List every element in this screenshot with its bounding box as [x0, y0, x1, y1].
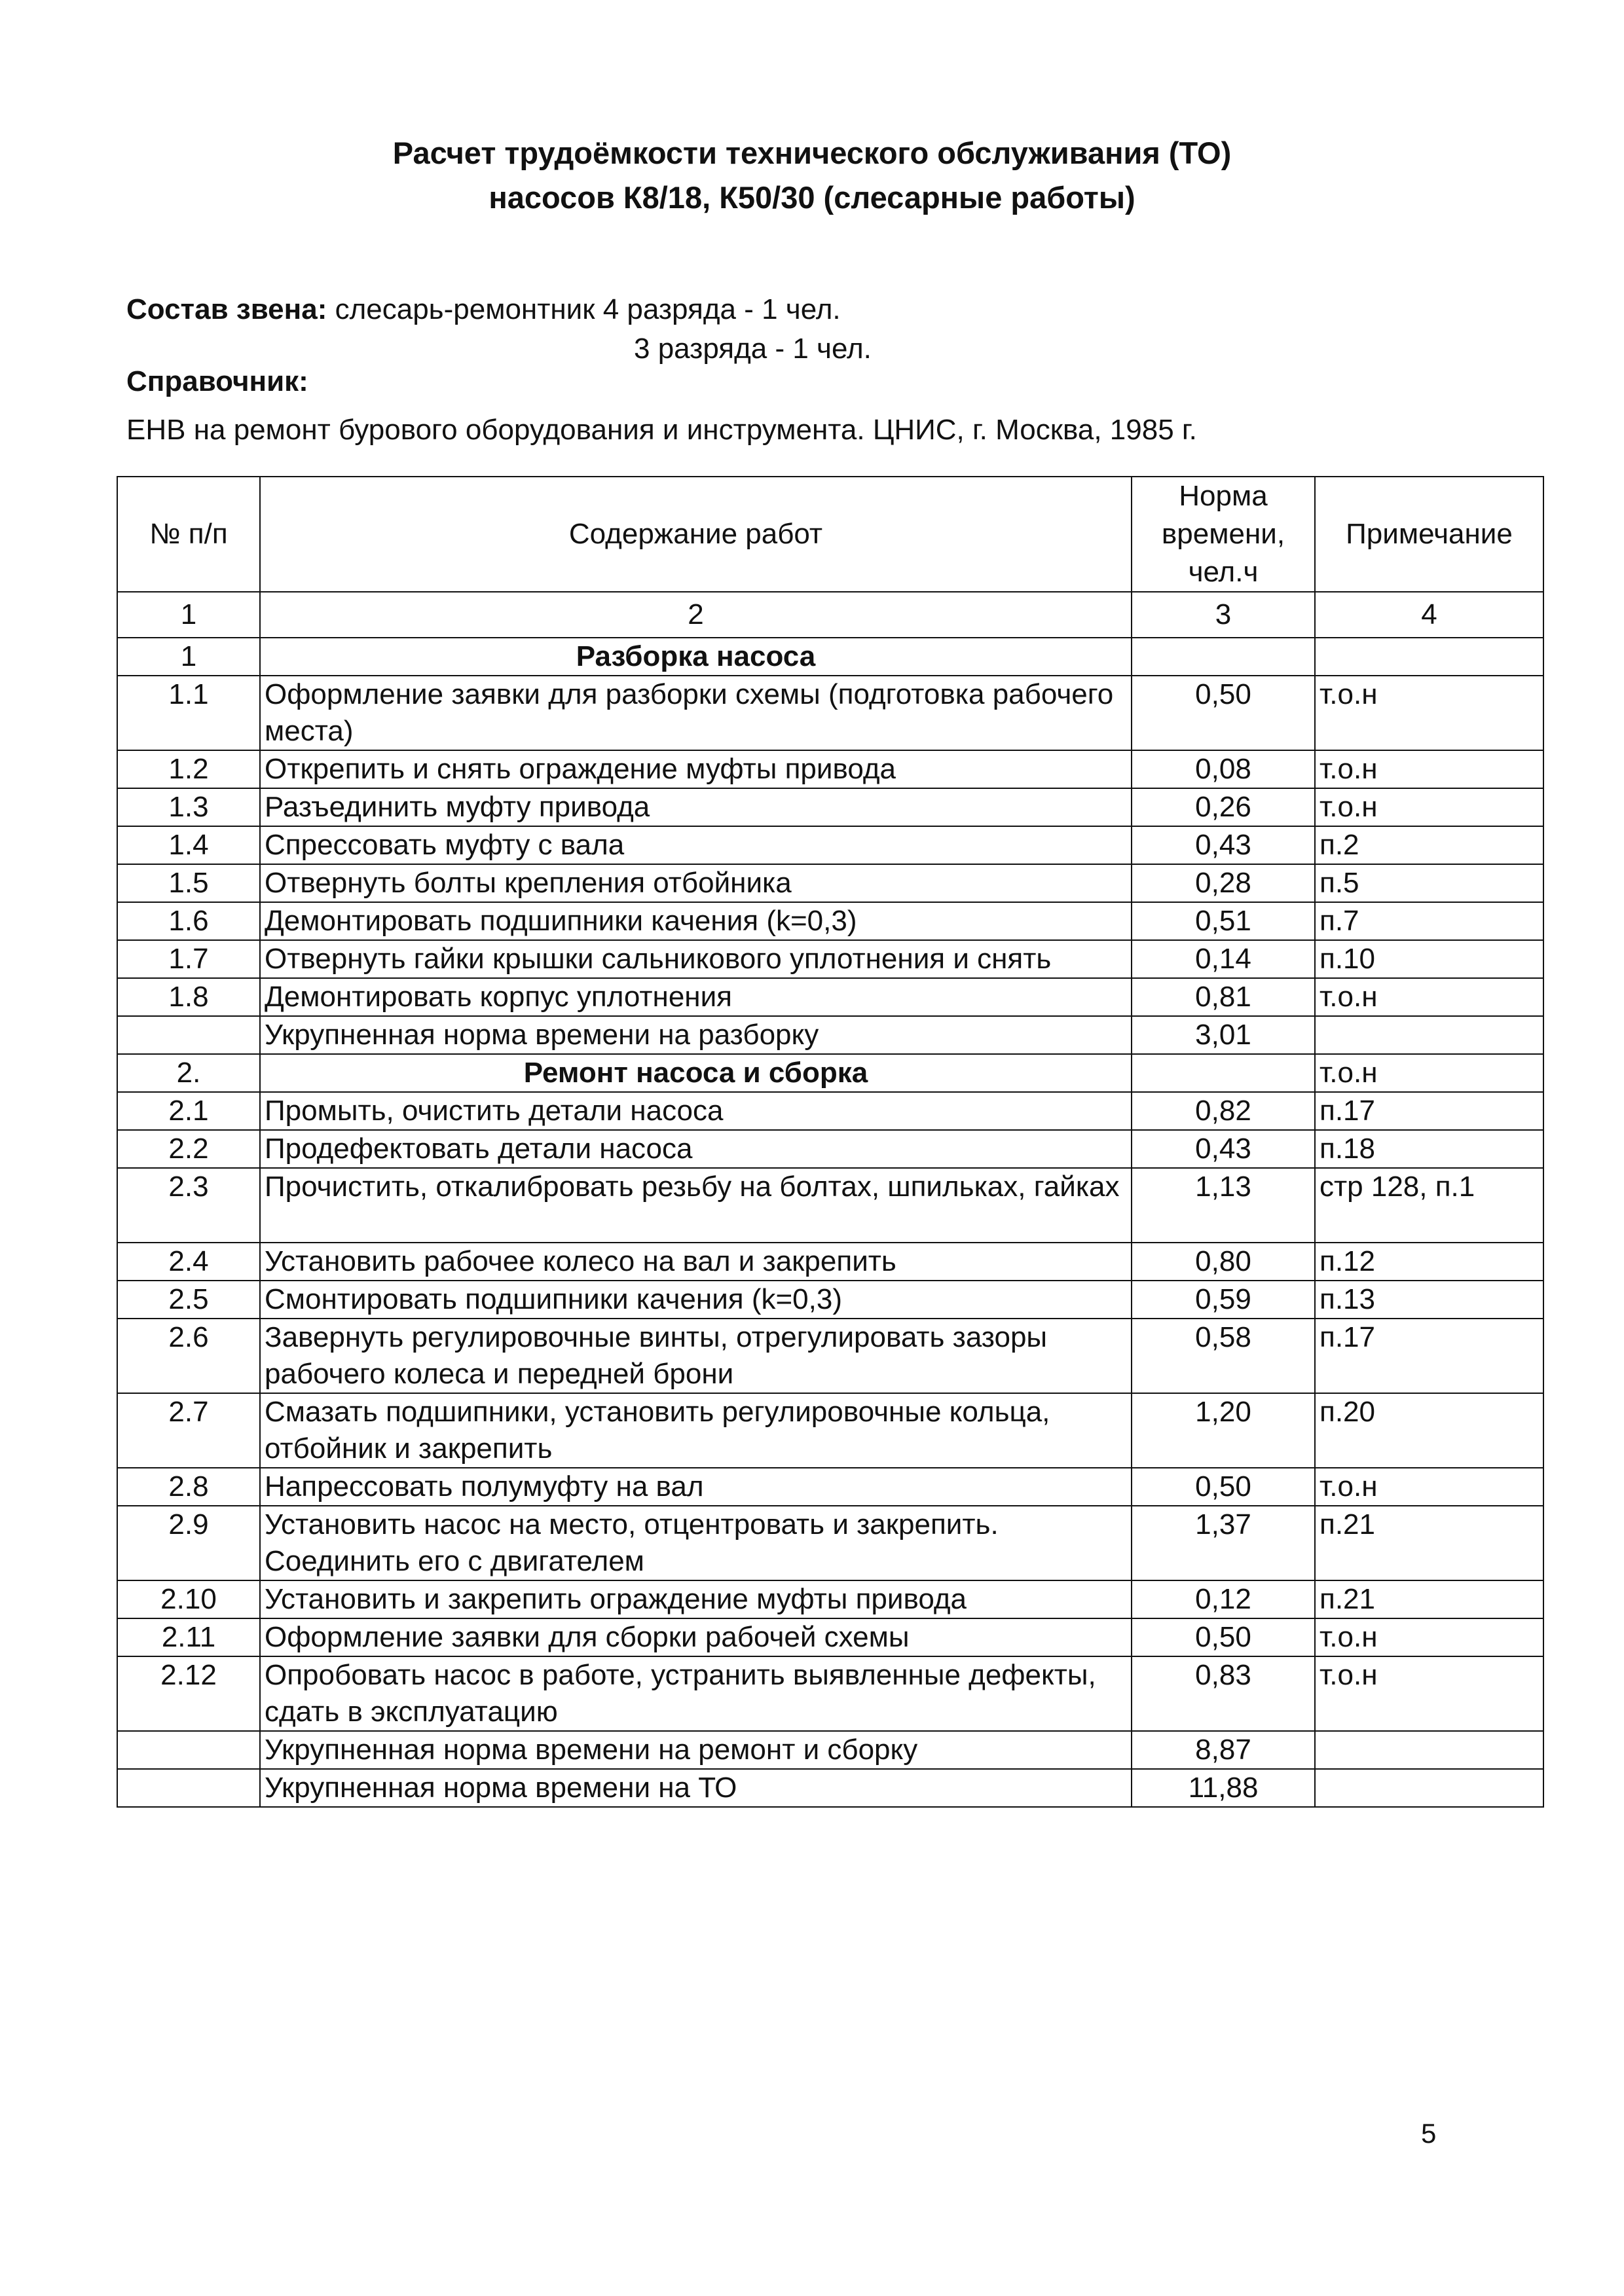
table-row: [117, 750, 1543, 788]
row-note-cell: т.о.н: [1315, 1468, 1543, 1506]
row-norm-cell: 8,87: [1132, 1731, 1315, 1769]
row-note-cell: т.о.н: [1315, 750, 1543, 788]
column-number: 4: [1315, 592, 1543, 638]
row-content-cell: Опробовать насос в работе, устранить выявленные дефекты, сдать в эксплуатацию: [260, 1656, 1132, 1731]
table-row: [117, 1506, 1543, 1580]
row-num-cell: 1.4: [117, 826, 260, 864]
table-row: [117, 788, 1543, 826]
table-row: [117, 864, 1543, 902]
row-num-cell: 1.1: [117, 676, 260, 750]
table-row: [117, 1243, 1543, 1281]
row-content-cell: Установить и закрепить ограждение муфты привода: [260, 1580, 1132, 1618]
row-content-cell: Открепить и снять ограждение муфты привода: [260, 750, 1132, 788]
row-norm-cell: 0,51: [1132, 902, 1315, 940]
table-row: [117, 1054, 1543, 1092]
row-num-cell: 1.8: [117, 978, 260, 1016]
row-num-cell: 2.12: [117, 1656, 260, 1731]
row-content-cell: Разъединить муфту привода: [260, 788, 1132, 826]
row-norm-cell: 0,83: [1132, 1656, 1315, 1731]
row-num-cell: 2.7: [117, 1393, 260, 1468]
title-line-1: Расчет трудоёмкости технического обслуживания (ТО): [392, 136, 1232, 170]
row-content-cell: Демонтировать подшипники качения (k=0,3): [260, 902, 1132, 940]
row-content-cell: Промыть, очистить детали насоса: [260, 1092, 1132, 1130]
column-number: 1: [117, 592, 260, 638]
crew-line: [126, 293, 841, 326]
row-norm-cell: 0,50: [1132, 1468, 1315, 1506]
row-content-cell: Разборка насоса: [260, 638, 1132, 676]
row-norm-cell: 0,59: [1132, 1281, 1315, 1319]
crew-line-2: 3 разряда - 1 чел.: [634, 333, 872, 365]
row-content-cell: Оформление заявки для сборки рабочей схемы: [260, 1618, 1132, 1656]
row-note-cell: п.17: [1315, 1319, 1543, 1393]
row-content-cell: Завернуть регулировочные винты, отрегулировать зазоры рабочего колеса и передней брони: [260, 1319, 1132, 1393]
row-num-cell: [117, 1769, 260, 1807]
row-num-cell: 2.: [117, 1054, 260, 1092]
table-header-row: [117, 477, 1543, 592]
row-norm-cell: 0,80: [1132, 1243, 1315, 1281]
row-num-cell: 2.10: [117, 1580, 260, 1618]
row-content-cell: Установить насос на место, отцентровать и закрепить. Соединить его с двигателем: [260, 1506, 1132, 1580]
column-number: 2: [260, 592, 1132, 638]
row-norm-cell: [1132, 1054, 1315, 1092]
row-note-cell: стр 128, п.1: [1315, 1168, 1543, 1243]
row-note-cell: п.20: [1315, 1393, 1543, 1468]
row-note-cell: т.о.н: [1315, 788, 1543, 826]
row-num-cell: 2.2: [117, 1130, 260, 1168]
row-note-cell: т.о.н: [1315, 676, 1543, 750]
row-norm-cell: 0,08: [1132, 750, 1315, 788]
row-note-cell: п.2: [1315, 826, 1543, 864]
table-row: [117, 1656, 1543, 1731]
table-row: [117, 676, 1543, 750]
row-norm-cell: 0,14: [1132, 940, 1315, 978]
row-content-cell: Укрупненная норма времени на разборку: [260, 1016, 1132, 1054]
row-norm-cell: 0,43: [1132, 826, 1315, 864]
row-num-cell: 2.6: [117, 1319, 260, 1393]
row-note-cell: [1315, 1016, 1543, 1054]
table-row: [117, 1618, 1543, 1656]
row-note-cell: т.о.н: [1315, 1656, 1543, 1731]
row-norm-cell: 0,50: [1132, 1618, 1315, 1656]
table-row: [117, 1468, 1543, 1506]
row-norm-cell: 0,12: [1132, 1580, 1315, 1618]
table-row: [117, 1731, 1543, 1769]
row-content-cell: Установить рабочее колесо на вал и закрепить: [260, 1243, 1132, 1281]
table-row: [117, 940, 1543, 978]
row-norm-cell: 1,37: [1132, 1506, 1315, 1580]
row-content-cell: Оформление заявки для разборки схемы (подготовка рабочего места): [260, 676, 1132, 750]
document-title: [0, 131, 1624, 220]
row-num-cell: 2.4: [117, 1243, 260, 1281]
crew-line-1: слесарь-ремонтник 4 разряда - 1 чел.: [335, 293, 841, 325]
table-row: [117, 1393, 1543, 1468]
row-norm-cell: 1,13: [1132, 1168, 1315, 1243]
row-num-cell: 1: [117, 638, 260, 676]
header-num: № п/п: [117, 477, 260, 592]
row-num-cell: 2.3: [117, 1168, 260, 1243]
table-row: [117, 1580, 1543, 1618]
row-content-cell: Смонтировать подшипники качения (k=0,3): [260, 1281, 1132, 1319]
row-num-cell: 1.5: [117, 864, 260, 902]
row-content-cell: Укрупненная норма времени на ремонт и сборку: [260, 1731, 1132, 1769]
row-note-cell: п.21: [1315, 1580, 1543, 1618]
row-content-cell: Продефектовать детали насоса: [260, 1130, 1132, 1168]
row-note-cell: п.12: [1315, 1243, 1543, 1281]
row-num-cell: 1.7: [117, 940, 260, 978]
row-num-cell: 2.9: [117, 1506, 260, 1580]
header-content: Содержание работ: [260, 477, 1132, 592]
row-num-cell: 2.1: [117, 1092, 260, 1130]
row-norm-cell: 0,43: [1132, 1130, 1315, 1168]
row-norm-cell: 3,01: [1132, 1016, 1315, 1054]
row-note-cell: п.5: [1315, 864, 1543, 902]
row-norm-cell: 1,20: [1132, 1393, 1315, 1468]
column-numbers-row: [117, 592, 1543, 638]
table-row: [117, 1319, 1543, 1393]
row-norm-cell: 0,81: [1132, 978, 1315, 1016]
header-norm: Норма времени, чел.ч: [1132, 477, 1315, 592]
table-row: [117, 826, 1543, 864]
table-row: [117, 1769, 1543, 1807]
row-num-cell: 2.8: [117, 1468, 260, 1506]
reference-text: ЕНВ на ремонт бурового оборудования и инструмента. ЦНИС, г. Москва, 1985 г.: [126, 414, 1197, 446]
row-norm-cell: 0,58: [1132, 1319, 1315, 1393]
header-note: Примечание: [1315, 477, 1543, 592]
row-note-cell: п.10: [1315, 940, 1543, 978]
row-content-cell: Прочистить, откалибровать резьбу на болтах, шпильках, гайках: [260, 1168, 1132, 1243]
row-note-cell: [1315, 638, 1543, 676]
row-num-cell: [117, 1731, 260, 1769]
row-note-cell: т.о.н: [1315, 1054, 1543, 1092]
row-note-cell: п.18: [1315, 1130, 1543, 1168]
row-num-cell: 1.3: [117, 788, 260, 826]
row-norm-cell: 0,28: [1132, 864, 1315, 902]
row-norm-cell: 0,50: [1132, 676, 1315, 750]
row-num-cell: [117, 1016, 260, 1054]
row-note-cell: п.17: [1315, 1092, 1543, 1130]
works-table: [117, 476, 1544, 1808]
reference-label: Справочник:: [126, 365, 308, 397]
row-content-cell: Напрессовать полумуфту на вал: [260, 1468, 1132, 1506]
row-content-cell: Демонтировать корпус уплотнения: [260, 978, 1132, 1016]
row-note-cell: т.о.н: [1315, 1618, 1543, 1656]
row-num-cell: 1.2: [117, 750, 260, 788]
row-norm-cell: 11,88: [1132, 1769, 1315, 1807]
table-row: [117, 1016, 1543, 1054]
row-note-cell: п.13: [1315, 1281, 1543, 1319]
table-row: [117, 1130, 1543, 1168]
table-row: [117, 1092, 1543, 1130]
row-content-cell: Укрупненная норма времени на ТО: [260, 1769, 1132, 1807]
row-norm-cell: [1132, 638, 1315, 676]
row-note-cell: п.7: [1315, 902, 1543, 940]
title-line-2: насосов К8/18, К50/30 (слесарные работы): [489, 180, 1135, 215]
row-content-cell: Ремонт насоса и сборка: [260, 1054, 1132, 1092]
row-num-cell: 2.5: [117, 1281, 260, 1319]
table-row: [117, 1281, 1543, 1319]
table-row: [117, 638, 1543, 676]
row-note-cell: [1315, 1731, 1543, 1769]
row-content-cell: Отвернуть болты крепления отбойника: [260, 864, 1132, 902]
row-note-cell: [1315, 1769, 1543, 1807]
row-content-cell: Смазать подшипники, установить регулировочные кольца, отбойник и закрепить: [260, 1393, 1132, 1468]
table-row: [117, 978, 1543, 1016]
row-norm-cell: 0,82: [1132, 1092, 1315, 1130]
row-note-cell: т.о.н: [1315, 978, 1543, 1016]
row-norm-cell: 0,26: [1132, 788, 1315, 826]
table-row: [117, 1168, 1543, 1243]
column-number: 3: [1132, 592, 1315, 638]
crew-label: Состав звена:: [126, 293, 327, 325]
table-row: [117, 902, 1543, 940]
page-number: 5: [1421, 2118, 1437, 2149]
row-num-cell: 2.11: [117, 1618, 260, 1656]
row-note-cell: п.21: [1315, 1506, 1543, 1580]
row-content-cell: Отвернуть гайки крышки сальникового уплотнения и снять: [260, 940, 1132, 978]
row-num-cell: 1.6: [117, 902, 260, 940]
row-content-cell: Спрессовать муфту с вала: [260, 826, 1132, 864]
